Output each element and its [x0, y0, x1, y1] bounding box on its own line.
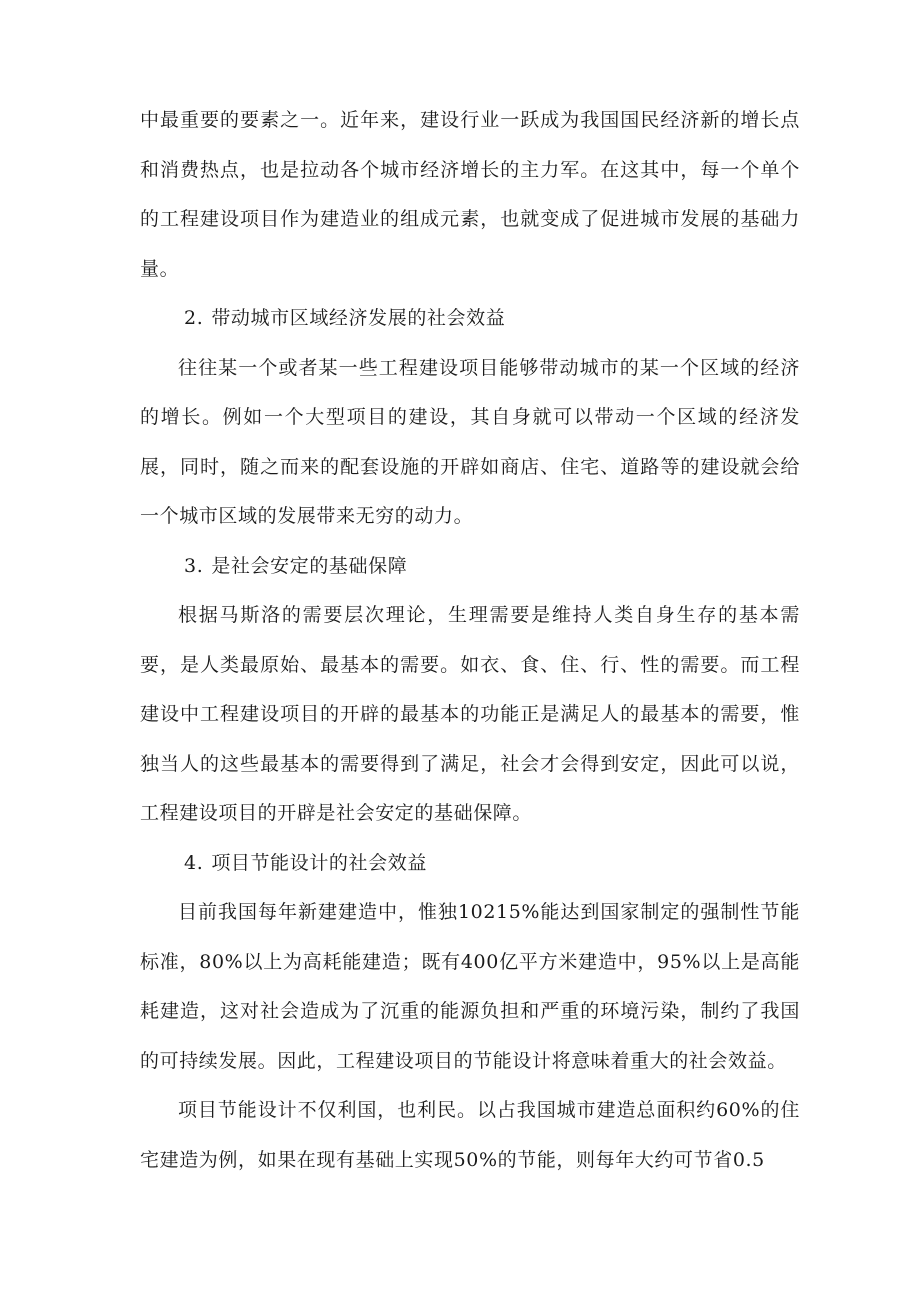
- body-paragraph: 项目节能设计不仅利国，也利民。以占我国城市建造总面积约60%的住宅建造为例，如果在现有基础上实现50%的节能，则每年大约可节省0.5: [140, 1099, 800, 1171]
- section-heading: [140, 839, 800, 889]
- section-number: 4.: [184, 851, 204, 874]
- body-paragraph: 根据马斯洛的需要层次理论，生理需要是维持人类自身生存的基本需要，是人类最原始、最基本的需要。如衣、食、住、行、性的需要。而工程建设中工程建设项目的开辟的最基本的功能正是满足人的最基本的需要，惟独当人的这些最基本的需要得到了满足，社会才会得到安定，因此可以说，工程建设项目的开辟是社会安定的基础保障。: [140, 604, 800, 824]
- document-body: [140, 96, 800, 1185]
- section-number: 2.: [184, 307, 204, 329]
- section-title: 带动城市区域经济发展的社会效益: [211, 307, 506, 329]
- section-heading: [140, 542, 800, 592]
- section-title: 是社会安定的基础保障: [211, 554, 408, 577]
- body-paragraph: 往往某一个或者某一些工程建设项目能够带动城市的某一个区域的经济的增长。例如一个大型项目的建设，其自身就可以带动一个区域的经济发展，同时，随之而来的配套设施的开辟如商店、住宅、道路等的建设就会给一个城市区域的发展带来无穷的动力。: [140, 356, 800, 527]
- body-paragraph: 中最重要的要素之一。近年来，建设行业一跃成为我国国民经济新的增长点和消费热点，也是拉动各个城市经济增长的主力军。在这其中，每一个单个的工程建设项目作为建造业的组成元素，也就变成了促进城市发展的基础力量。: [140, 109, 800, 280]
- section-heading: [140, 294, 800, 344]
- section-title: 项目节能设计的社会效益: [211, 851, 427, 874]
- section-number: 3.: [184, 554, 204, 577]
- body-paragraph: 目前我国每年新建建造中，惟独10215%能达到国家制定的强制性节能标准，80%以上为高耗能建造；既有400亿平方米建造中，95%以上是高能耗建造，这对社会造成为了沉重的能源负担和严重的环境污染，制约了我国的可持续发展。因此，工程建设项目的节能设计将意味着重大的社会效益。: [140, 901, 800, 1072]
